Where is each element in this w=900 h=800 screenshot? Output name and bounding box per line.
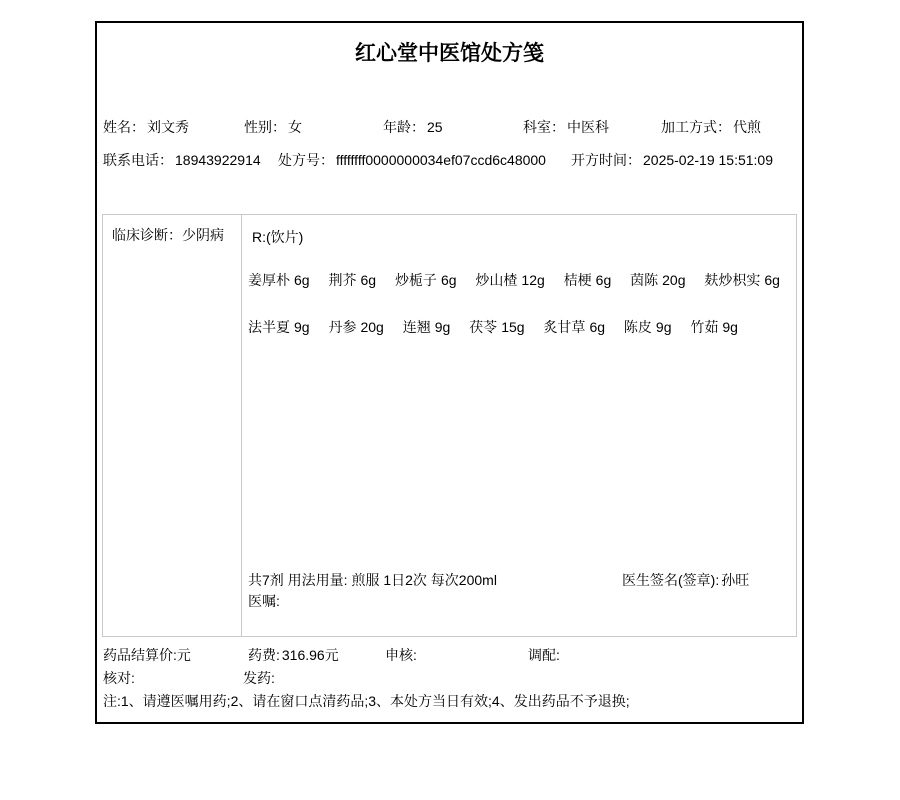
prescribe-time-value: 2025-02-19 15:51:09 [643, 152, 773, 168]
usage-summary: 共7剂 用法用量: 煎服 1日2次 每次200ml [248, 572, 497, 588]
herb-item: 法半夏 9g [248, 319, 310, 335]
prescription-number-label: 处方号： [278, 152, 334, 168]
herb-item: 荆芥 6g [328, 272, 377, 288]
herb-item: 麸炒枳实 6g [704, 272, 780, 288]
settlement-price-label: 药品结算价: [103, 647, 177, 663]
department-label: 科室： [523, 119, 565, 135]
doctor-signature-value: 孙旺 [721, 572, 750, 588]
patient-age-field [383, 117, 443, 137]
prescribe-time-field [571, 150, 773, 170]
footer-note: 注:1、请遵医嘱用药;2、请在窗口点清药品;3、本处方当日有效;4、发出药品不予退换; [103, 693, 630, 709]
patient-gender-field [244, 117, 302, 137]
patient-gender-value: 女 [288, 119, 302, 135]
diagnosis-label: 临床诊断： [112, 227, 182, 243]
herb-item: 竹茹 9g [690, 319, 738, 335]
herb-item: 连翘 9g [402, 319, 451, 335]
prescription-box [102, 214, 797, 637]
prescription-number-field [278, 150, 546, 170]
patient-age-value: 25 [427, 119, 443, 135]
issue-label: 发药: [243, 670, 275, 686]
patient-name-label: 姓名： [103, 119, 145, 135]
herb-line-2 [248, 317, 753, 337]
herb-item: 丹参 20g [328, 319, 384, 335]
drug-fee-value: 316.96元 [281, 647, 339, 663]
page-title: 红心堂中医馆处方笺 [355, 42, 544, 65]
dispense-label: 调配: [528, 647, 560, 663]
herb-item: 茯苓 15g [469, 319, 525, 335]
rx-header: R:(饮片) [252, 229, 304, 245]
department-value: 中医科 [567, 119, 609, 135]
patient-name-value: 刘文秀 [147, 119, 189, 135]
settlement-price-field [103, 645, 191, 665]
department-field [523, 117, 609, 137]
doctor-order-label: 医嘱: [248, 593, 280, 609]
herb-item: 陈皮 9g [623, 319, 672, 335]
dispense-field [528, 645, 560, 665]
patient-gender-label: 性别： [244, 119, 286, 135]
processing-method-field [661, 117, 761, 137]
herb-item: 姜厚朴 6g [248, 272, 310, 288]
processing-method-value: 代煎 [733, 119, 761, 135]
patient-age-label: 年龄： [383, 119, 425, 135]
prescription-number-value: ffffffff0000000034ef07ccd6c48000 [336, 152, 546, 168]
diagnosis-cell [103, 215, 242, 636]
check-field [103, 668, 135, 688]
phone-value: 18943922914 [175, 152, 261, 168]
drug-fee-label: 药费: [248, 647, 280, 663]
check-label: 核对: [103, 670, 135, 686]
diagnosis-value: 少阴病 [182, 227, 224, 243]
herb-item: 桔梗 6g [563, 272, 612, 288]
herb-item: 茵陈 20g [630, 272, 686, 288]
review-field [385, 645, 417, 665]
drug-fee-field [248, 645, 339, 665]
herb-item: 炒山楂 12g [475, 272, 545, 288]
prescription-page [95, 21, 804, 724]
review-label: 申核: [385, 647, 417, 663]
diagnosis-field [112, 225, 224, 245]
prescribe-time-label: 开方时间： [571, 152, 641, 168]
doctor-signature-label: 医生签名(签章): [622, 572, 720, 588]
herb-line-1 [248, 270, 795, 290]
doctor-signature-field [622, 570, 749, 590]
processing-method-label: 加工方式： [661, 119, 731, 135]
phone-label: 联系电话： [103, 152, 173, 168]
herb-item: 炒栀子 6g [394, 272, 457, 288]
herb-item: 炙甘草 6g [543, 319, 606, 335]
settlement-price-value: 元 [176, 647, 191, 663]
phone-field [103, 150, 261, 170]
patient-name-field [103, 117, 189, 137]
issue-field [243, 668, 275, 688]
